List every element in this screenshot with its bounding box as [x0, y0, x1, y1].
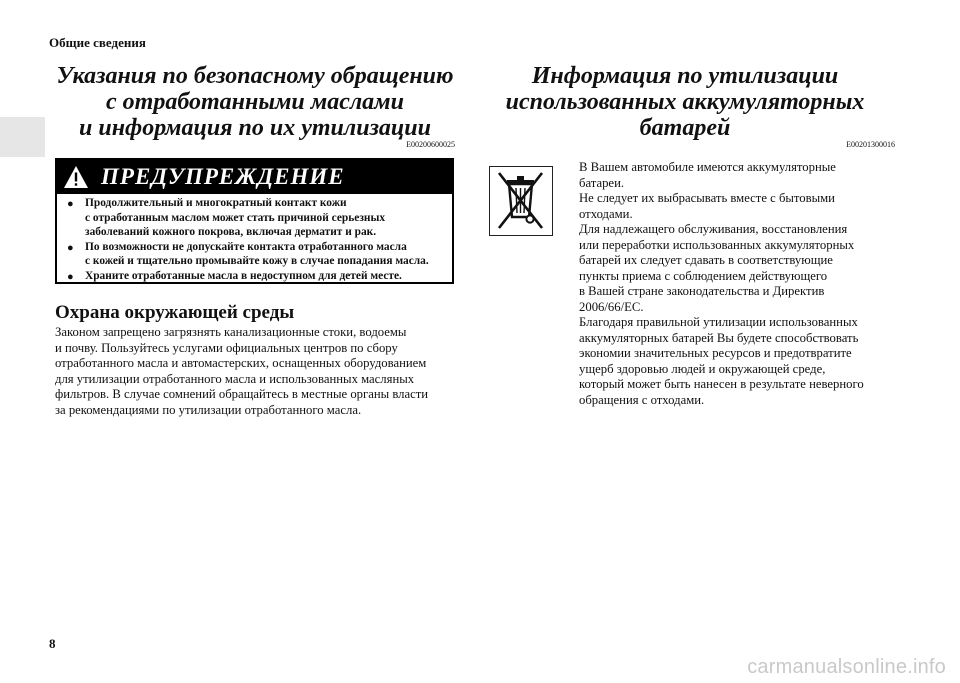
warning-item	[65, 196, 446, 240]
running-header: Общие сведения	[49, 35, 146, 50]
paragraph-line: в Вашей стране законодательства и Директив	[579, 284, 825, 298]
crossed-out-wheelie-bin-icon	[489, 166, 553, 236]
paragraph-line: который может быть нанесен в результате неверного	[579, 377, 864, 391]
paragraph-line: Законом запрещено загрязнять канализационные стоки, водоемы	[55, 325, 407, 339]
paragraph-line: обращения с отходами.	[579, 392, 705, 407]
paragraph-line: В Вашем автомобиле имеются аккумуляторные	[579, 160, 836, 174]
warning-line: с кожей и тщательно промывайте кожу в случае попадания масла.	[85, 255, 429, 267]
warning-line: По возможности не допускайте контакта отработанного масла	[85, 240, 407, 253]
paragraph-line: и почву. Пользуйтесь услугами официальных центров по сбору	[55, 340, 398, 355]
paragraph-line: отходами.	[579, 206, 633, 221]
bullet-icon: ●	[67, 198, 74, 210]
paragraph-line: за рекомендациями по утилизации отработанного масла.	[55, 402, 362, 417]
paragraph-line: аккумуляторных батарей Вы будете способствовать	[579, 330, 859, 345]
title-line: с отработанными маслами	[106, 89, 404, 115]
warning-title: ПРЕДУПРЕЖДЕНИЕ	[101, 164, 345, 189]
title-line: использованных аккумуляторных	[505, 89, 865, 115]
paragraph-line: 2006/66/EC.	[579, 299, 644, 314]
warning-header	[57, 160, 452, 194]
paragraph-line: фильтров. В случае сомнений обращайтесь в местные органы власти	[55, 387, 429, 401]
title-line: батарей	[639, 115, 731, 141]
warning-line: Продолжительный и многократный контакт кожи	[85, 197, 347, 209]
warning-line: с отработанным маслом может стать причиной серьезных	[85, 211, 386, 224]
page-number: 8	[49, 636, 56, 651]
left-section-title	[55, 63, 455, 141]
paragraph-line: Благодаря правильной утилизации использованных	[579, 315, 858, 329]
title-line: Информация по утилизации	[531, 63, 839, 89]
paragraph-line: Для надлежащего обслуживания, восстановления	[579, 222, 848, 236]
paragraph-line: для утилизации отработанного масла и использованных масляных	[55, 371, 415, 386]
paragraph-line: пункты приема с соблюдением действующего	[579, 268, 828, 283]
left-section-code: E00200600025	[406, 140, 455, 149]
battery-disposal-paragraph	[579, 160, 899, 408]
paragraph-line: батареи.	[579, 175, 625, 190]
warning-list	[65, 196, 446, 283]
right-section-code: E00201300016	[846, 140, 895, 149]
title-line: Указания по безопасному обращению	[56, 63, 454, 89]
warning-item	[65, 240, 446, 269]
environment-paragraph	[55, 325, 455, 418]
warning-line: Храните отработанные масла в недоступном для детей месте.	[85, 269, 402, 282]
section-tab	[0, 117, 45, 157]
bullet-icon: ●	[67, 270, 74, 283]
warning-box	[55, 158, 454, 284]
paragraph-line: или переработки использованных аккумуляторных	[579, 237, 855, 252]
paragraph-line: ущерб здоровью людей и окружающей среде,	[579, 361, 826, 376]
watermark: carmanualsonline.info	[747, 656, 946, 678]
warning-triangle-icon	[63, 165, 89, 189]
warning-item	[65, 269, 446, 284]
right-section-title	[480, 63, 890, 141]
paragraph-line: экономии значительных ресурсов и предотвратите	[579, 346, 852, 360]
title-line: и информация по их утилизации	[79, 115, 431, 141]
paragraph-line: отработанного масла и автомастерских, оснащенных оборудованием	[55, 356, 427, 370]
warning-line: заболеваний кожного покрова, включая дерматит и рак.	[85, 226, 377, 238]
bullet-icon: ●	[67, 241, 74, 254]
paragraph-line: Не следует их выбрасывать вместе с бытовыми	[579, 191, 835, 205]
paragraph-line: батарей их следует сдавать в соответствующие	[579, 253, 833, 267]
environment-heading: Охрана окружающей среды	[55, 302, 295, 323]
